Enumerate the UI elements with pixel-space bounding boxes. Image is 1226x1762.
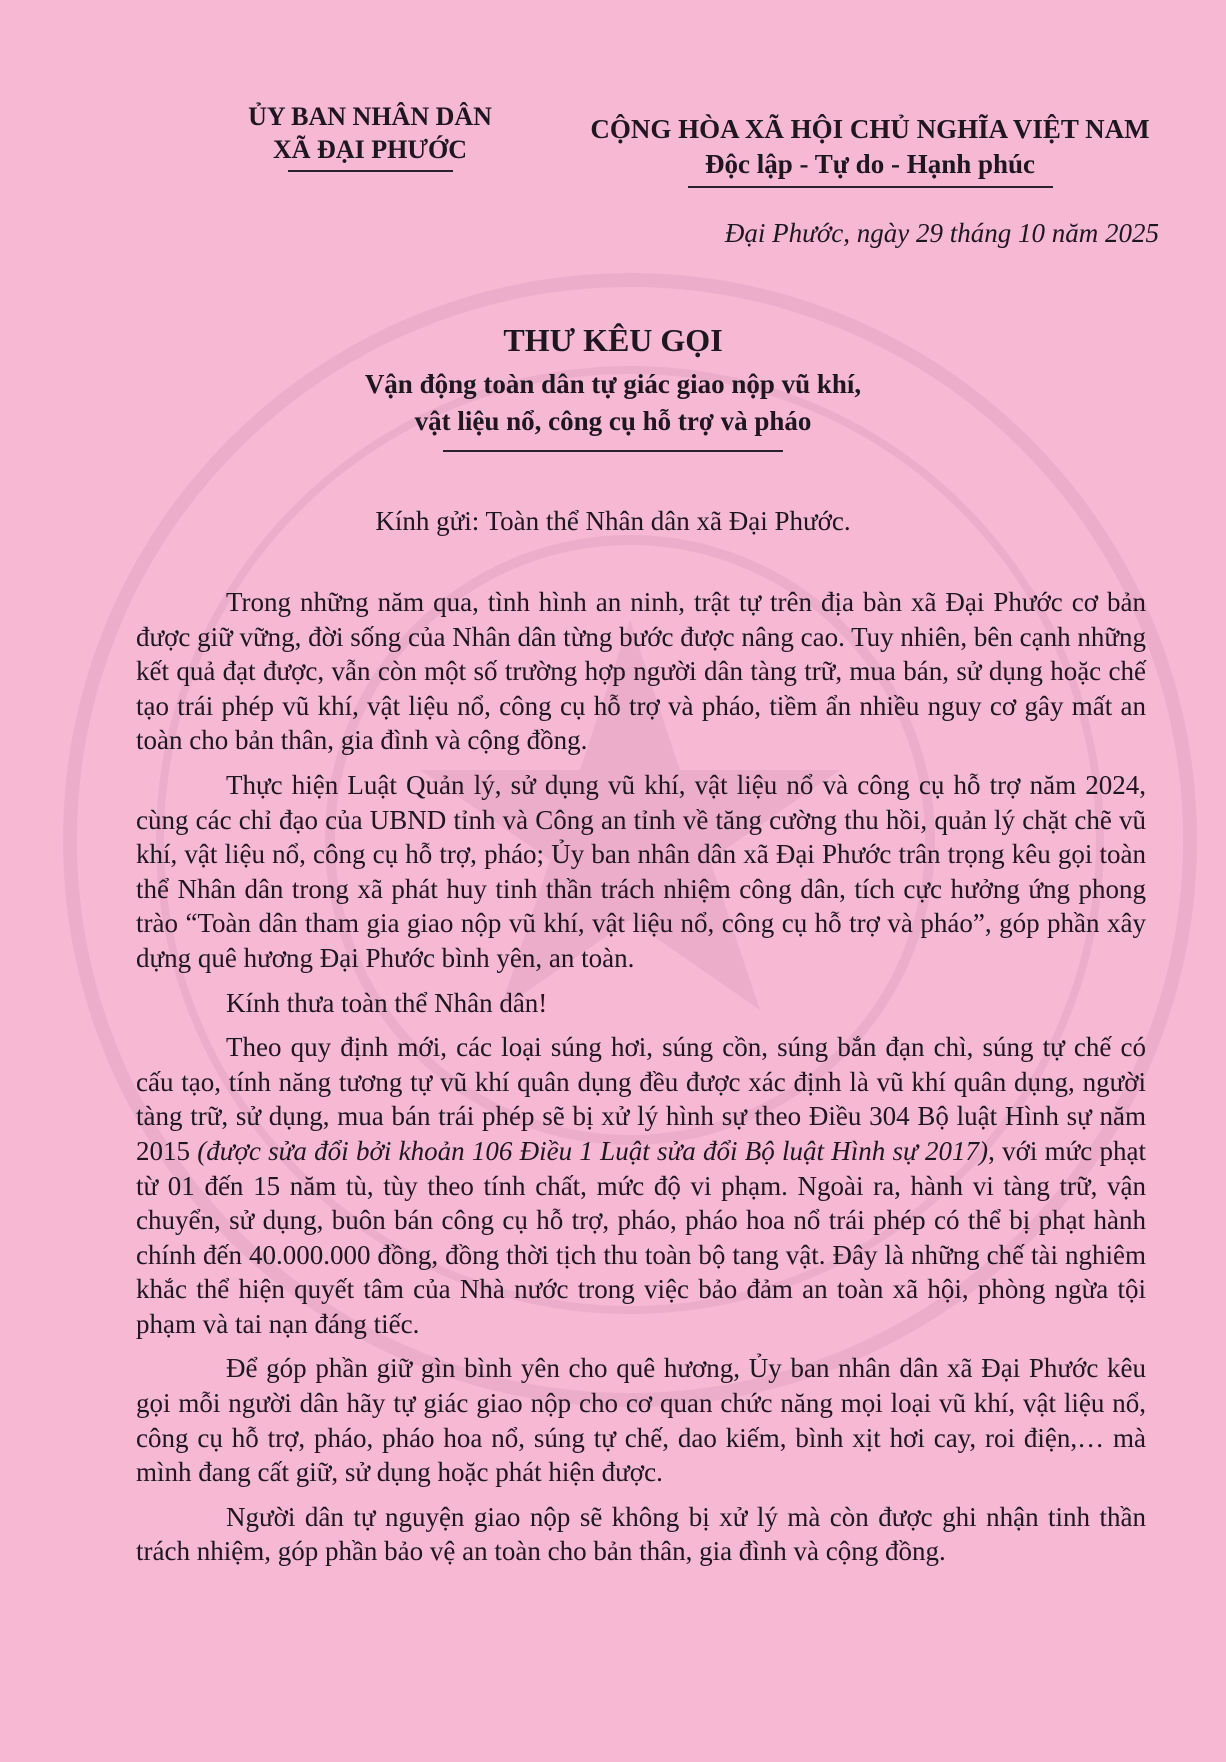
- paragraph-call: Thực hiện Luật Quản lý, sử dụng vũ khí, vật liệu nổ và công cụ hỗ trợ năm 2024, cùng các chỉ đạo của UBND tỉnh và Công an tỉnh về tăng cường thu hồi, quản lý chặt chẽ vũ khí, vật liệu nổ, công cụ hỗ trợ, pháo; Ủy ban nhân dân xã Đại Phước trân trọng kêu gọi toàn thể Nhân dân trong xã phát huy tinh thần trách nhiệm công dân, tích cực hưởng ứng phong trào “Toàn dân tham gia giao nộp vũ khí, vật liệu nổ, công cụ hỗ trợ và pháo”, góp phần xây dựng quê hương Đại Phước bình yên, an toàn.: [136, 769, 1146, 973]
- paragraph-situation: Trong những năm qua, tình hình an ninh, trật tự trên địa bàn xã Đại Phước cơ bản được giữ vững, đời sống của Nhân dân từng bước được nâng cao. Tuy nhiên, bên cạnh những kết quả đạt được, vẫn còn một số trường hợp người dân tàng trữ, mua bán, sử dụng hoặc chế tạo trái phép vũ khí, vật liệu nổ, công cụ hỗ trợ và pháo, tiềm ẩn nhiều nguy cơ gây mất an toàn cho bản thân, gia đình và cộng đồng.: [136, 587, 1146, 756]
- recipient-line: Kính gửi: Toàn thể Nhân dân xã Đại Phước.: [375, 506, 851, 536]
- subtitle-line-2: vật liệu nổ, công cụ hỗ trợ và pháo: [414, 406, 812, 436]
- regulation-citation: (được sửa đổi bởi khoản 106 Điều 1 Luật sửa đổi Bộ luật Hình sự 2017): [197, 1135, 989, 1166]
- national-motto: Độc lập - Tự do - Hạnh phúc: [704, 149, 1036, 179]
- subtitle-line-1: Vận động toàn dân tự giác giao nộp vũ khí,: [364, 369, 862, 399]
- authority-name: ỦY BAN NHÂN DÂN: [248, 102, 492, 131]
- commune-name: XÃ ĐẠI PHƯỚC: [272, 135, 468, 164]
- paragraph-regulation: [136, 1030, 1146, 1341]
- regulation-text-end: , với mức phạt từ 01 đến 15 năm tù, tùy theo tính chất, mức độ vi phạm. Ngoài ra, hành vi tàng trữ, vận chuyển, sử dụng, buôn bán công cụ hỗ trợ, pháo, pháo hoa nổ trái phép có thể bị phạt hành chính đến 40.000.000 đồng, đồng thời tịch thu toàn bộ tang vật. Đây là những chế tài nghiêm khắc thể hiện quyết tâm của Nhà nước trong việc bảo đảm an toàn xã hội, phòng ngừa tội phạm và tai nạn đáng tiếc.: [136, 1135, 1147, 1339]
- issuing-authority: [210, 100, 530, 172]
- paragraph-greeting: Kính thưa toàn thể Nhân dân!: [226, 987, 548, 1018]
- date-line: Đại Phước, ngày 29 tháng 10 năm 2025: [724, 218, 1159, 248]
- document-title: THƯ KÊU GỌI: [503, 322, 723, 358]
- regulation-text-start: Theo quy định mới, các loại súng hơi, súng cồn, súng bắn đạn chì, súng tự chế có cấu tạo, tính năng tương tự vũ khí quân dụng đều được xác định là vũ khí quân dụng, người tàng trữ, sử dụng, mua bán trái phép sẽ bị xử lý hình sự theo Điều 304 Bộ luật Hình sự năm 2015: [136, 1032, 1146, 1166]
- country-name: CỘNG HÒA XÃ HỘI CHỦ NGHĨA VIỆT NAM: [590, 114, 1150, 144]
- national-heading: [560, 112, 1180, 188]
- paragraph-benefit: Người dân tự nguyện giao nộp sẽ không bị xử lý mà còn được ghi nhận tinh thần trách nhiệm, góp phần bảo vệ an toàn cho bản thân, gia đình và cộng đồng.: [136, 1501, 1146, 1567]
- subtitle-underline: [443, 450, 783, 452]
- motto-underline: [688, 186, 1053, 188]
- letter-body: [136, 585, 1146, 1579]
- authority-underline: [288, 170, 453, 172]
- document-subtitle: [0, 366, 1226, 452]
- paragraph-appeal: Để góp phần giữ gìn bình yên cho quê hương, Ủy ban nhân dân xã Đại Phước kêu gọi mỗi người dân hãy tự giác giao nộp cho cơ quan chức năng mọi loại vũ khí, vật liệu nổ, công cụ hỗ trợ, pháo, pháo hoa nổ, súng tự chế, dao kiếm, bình xịt hơi cay, roi điện,… mà mình đang cất giữ, sử dụng hoặc phát hiện được.: [136, 1353, 1146, 1488]
